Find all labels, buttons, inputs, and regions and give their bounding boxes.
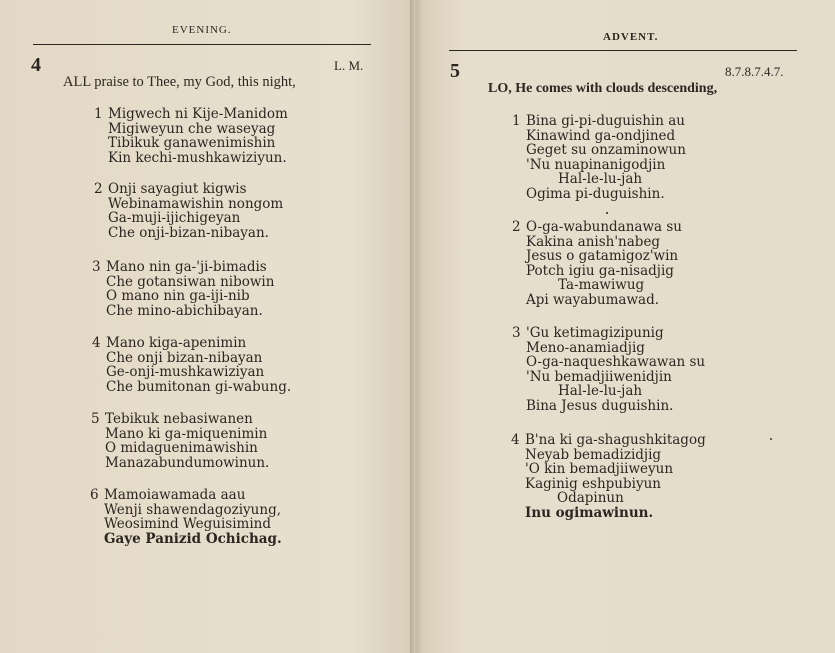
verse-line: Neyab bemadizidjig (525, 446, 662, 463)
verse-number: 1 (94, 106, 103, 122)
verse-line: 'Nu bemadjiiwenidjin (526, 368, 672, 385)
right-hymn-number: 5 (450, 60, 460, 82)
verse-line: Che onji bizan-nibayan (106, 349, 263, 366)
right-verse-3 (512, 325, 706, 414)
left-verse-3 (92, 259, 275, 319)
left-hymn-number: 4 (31, 54, 41, 76)
verse-line: O midaguenimawishin (105, 440, 258, 457)
verse-line: Jesus o gatamigoz'win (526, 248, 679, 265)
verse-line: Webinamawishin nongom (108, 195, 284, 212)
verse-line: Weosimind Weguisimind (104, 516, 272, 533)
verse-line: Tebikuk nebasiwanen (105, 411, 253, 427)
verse-line: O mano nin ga-iji-nib (106, 288, 250, 305)
verse-line: Migwech ni Kije-Manidom (108, 106, 288, 122)
verse-line: Mamoiawamada aau (104, 487, 246, 503)
left-first-line: ALL praise to Thee, my God, this night, (63, 74, 296, 90)
left-verse-5 (91, 411, 270, 471)
ink-speck (606, 212, 608, 214)
verse-line: Api wayabumawad. (526, 291, 660, 308)
verse-line: B'na ki ga-shagushkitagog (525, 432, 706, 448)
verse-line: Onji sayagiut kigwis (108, 181, 247, 197)
left-verse-6 (90, 487, 282, 547)
verse-line: Che onji-bizan-nibayan. (108, 224, 269, 241)
verse-line: O-ga-naqueshkawawan su (526, 354, 706, 371)
verse-line: Mano nin ga-'ji-bimadis (106, 259, 267, 275)
verse-line: Migiweyun che waseyag (108, 120, 276, 137)
left-header-rule (33, 44, 371, 45)
right-header-rule (449, 50, 797, 51)
right-running-head: ADVENT. (603, 31, 659, 43)
verse-line: Bina Jesus duguishin. (526, 397, 674, 414)
verse-line: Ogima pi-duguishin. (526, 185, 665, 202)
verse-line: Potch igiu ga-nisadjig (526, 262, 674, 279)
book-gutter (410, 0, 422, 653)
verse-line: Che gotansiwan nibowin (106, 273, 275, 290)
verse-line: Bina gi-pi-duguishin au (526, 113, 685, 129)
left-verse-2 (94, 181, 284, 241)
verse-line: Hal-le-lu-jah (558, 383, 643, 400)
verse-line: Che mino-abichibayan. (106, 302, 263, 319)
verse-line: 'Nu nuapinanigodjin (526, 156, 666, 173)
verse-line: Geget su onzaminowun (526, 142, 686, 159)
verse-line: Ga-muji-ijichigeyan (108, 210, 241, 227)
verse-line: Gaye Panizid Ochichag. (104, 530, 282, 547)
left-verse-4 (92, 335, 292, 395)
ink-speck (770, 438, 772, 440)
verse-line: Tibikuk ganawenimishin (108, 135, 276, 152)
verse-line: Kaginig eshpubiyun (525, 475, 661, 492)
verse-number: 6 (90, 487, 99, 503)
verse-line: Ge-onji-mushkawiziyan (106, 364, 265, 381)
verse-number: 4 (92, 335, 101, 351)
left-page (0, 0, 413, 653)
verse-line: O-ga-wabundanawa su (526, 219, 682, 235)
verse-line: Odapinun (557, 490, 624, 507)
verse-line: Mano ki ga-miquenimin (105, 425, 268, 442)
left-verse-1 (94, 106, 288, 166)
verse-number: 4 (511, 432, 520, 448)
verse-line: Kin kechi-mushkawiziyun. (108, 149, 287, 166)
verse-line: Inu ogimawinun. (525, 504, 654, 521)
verse-line: Hal-le-lu-jah (558, 171, 643, 188)
verse-line: 'O kin bemadjiiweyun (525, 461, 674, 478)
right-first-line: LO, He comes with clouds descending, (488, 81, 718, 96)
verse-line: Che bumitonan gi-wabung. (106, 378, 292, 395)
verse-number: 3 (92, 259, 101, 275)
right-page (413, 0, 835, 653)
verse-line: Kakina anish'nabeg (526, 233, 661, 250)
right-verse-4 (511, 432, 706, 521)
verse-line: Wenji shawendagoziyung, (104, 501, 282, 518)
verse-number: 2 (94, 181, 103, 197)
verse-number: 1 (512, 113, 521, 129)
verse-number: 3 (512, 325, 521, 341)
right-hymn-meter: 8.7.8.7.4.7. (725, 64, 784, 79)
verse-line: Mano kiga-apenimin (106, 335, 247, 351)
verse-line: Meno-anamiadjig (526, 339, 645, 356)
verse-line: Manazabundumowinun. (105, 454, 270, 471)
verse-line: Ta-mawiwug (558, 277, 645, 294)
left-hymn-meter: L. M. (334, 58, 364, 73)
verse-line: Kinawind ga-ondjined (526, 127, 676, 144)
verse-number: 5 (91, 411, 100, 427)
right-verse-2 (512, 219, 682, 308)
verse-line: 'Gu ketimagizipunig (526, 325, 664, 341)
right-verse-1 (512, 113, 686, 202)
left-running-head: EVENING. (172, 24, 232, 36)
verse-number: 2 (512, 219, 521, 235)
